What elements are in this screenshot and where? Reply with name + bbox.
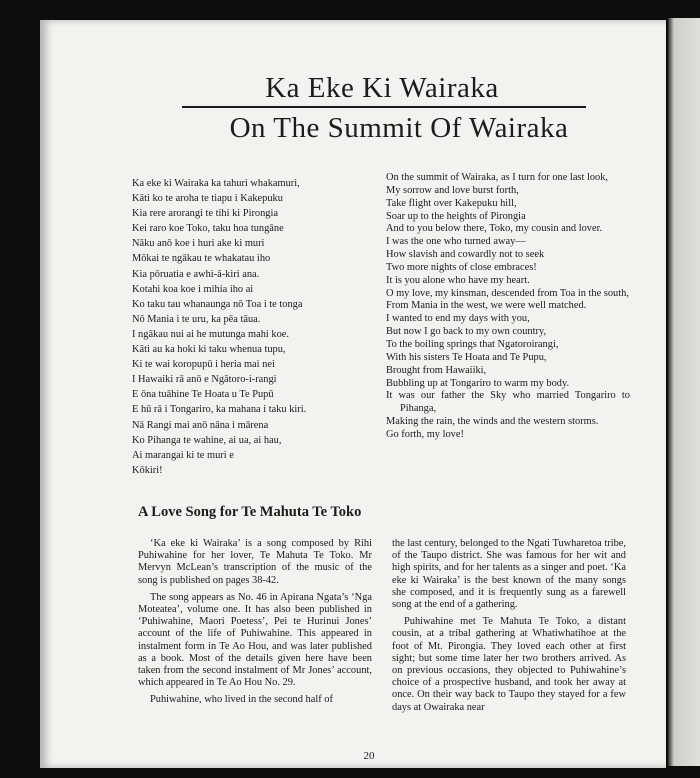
translation-line: How slavish and cowardly not to seek <box>386 249 545 261</box>
magazine-page <box>40 20 666 768</box>
translation-line: Soar up to the heights of Pirongia <box>386 210 526 222</box>
poem-line: Ki te wai koropupū i heria mai nei <box>132 359 275 371</box>
translation-line: Take flight over Kakepuku hill, <box>386 197 517 209</box>
poem-line: Nō Mania i te uru, ka pēa tāua. <box>132 313 261 325</box>
translation-line: Go forth, my love! <box>386 428 464 440</box>
poem-line: Ko taku tau whanaunga nō Toa i te tonga <box>132 298 303 310</box>
translation-line: Brought from Hawaiiki, <box>386 364 487 376</box>
poem-line: I ngākau nui ai he mutunga mahi koe. <box>132 328 289 340</box>
poem-line: Kia rere arorangi te tihi ki Pirongia <box>132 208 278 220</box>
article-paragraph: The song appears as No. 46 in Apirana Ngata’s ‘Nga Moteatea’, volume one. It has also been published in ‘Puhiwahine, Maori Poetess’, Pei te Hurinui Jones’ account of the life of Puhiwahine. This appeared in instalment form in Te Ao Hou, and was later published as a book. Most of the details given here have been taken from the second instalment of Mr Jones’ account, which appeared in Te Ao Hou No. 29. <box>138 591 372 689</box>
translation-line: Bubbling up at Tongariro to warm my body. <box>386 377 570 389</box>
article-paragraph: Puhiwahine, who lived in the second half of <box>150 694 333 706</box>
poem-line: Nā Rangi mai anō nāna i mārena <box>132 419 269 431</box>
title-rule <box>182 106 586 108</box>
article-paragraph: the last century, belonged to the Ngati Tuwharetoa tribe, of the Taupo district. She was famous for her wit and high spirits, and for her talents as a singer and poet. ‘Ka eke ki Wairaka’ is the best known of the many songs she composed, and it is frequently sung as a farewell song at the end of a gathering. <box>392 538 626 611</box>
poem-line: Mōkai te ngākau te whakatau iho <box>132 253 271 265</box>
translation-line: But now I go back to my own country, <box>386 326 547 338</box>
poem-line: Nāku anō koe i huri ake ki muri <box>132 238 265 250</box>
poem-line: E ōna tuāhine Te Hoata u Te Pupū <box>132 389 274 401</box>
poem-line: Ko Pihanga te wahine, ai ua, ai hau, <box>132 434 282 446</box>
page-number: 20 <box>363 750 375 762</box>
poem-line: I Hawaiki rā anō e Ngātoro-i-rangi <box>132 374 277 386</box>
article-column-right <box>392 538 626 714</box>
translation-line: To the boiling springs that Ngatoroirangi, <box>386 338 559 350</box>
translation-line: Making the rain, the winds and the western storms. <box>386 416 599 428</box>
poem-line: Kāti au ka hoki ki taku whenua tupu, <box>132 344 286 356</box>
translation-line: It is you alone who have my heart. <box>386 274 530 286</box>
translation-line: On the summit of Wairaka, as I turn for one last look, <box>386 172 609 183</box>
translation-line: Two more nights of close embraces! <box>386 261 537 273</box>
translation-line: I was the one who turned away— <box>386 236 526 248</box>
article-paragraph: ‘Ka eke ki Wairaka’ is a song composed by Rihi Puhiwahine for her lover, Te Mahuta Te Toko. Mr Mervyn McLean’s transcription of the music of the song is published on pages 38-42. <box>138 538 372 586</box>
translation-line: O my love, my kinsman, descended from Toa in the south, <box>386 287 629 299</box>
poem-line: E hū rā i Tongariro, ka mahana i taku kiri. <box>132 404 307 416</box>
poem-line: Kotahi koa koe i mihia iho ai <box>132 283 254 295</box>
translation-line: And to you below there, Toko, my cousin and lover. <box>386 223 603 235</box>
article-heading: A Love Song for Te Mahuta Te Toko <box>138 504 362 520</box>
translation-line: It was our father the Sky who married Tongariro to Pihanga, <box>386 390 630 415</box>
page-subtitle: On The Summit Of Wairaka <box>229 112 569 144</box>
poem-line: Kia pōruatia e awhi-ā-kiri ana. <box>132 268 260 280</box>
adjacent-page-edge <box>668 18 700 766</box>
poem-line: Ka eke ki Wairaka ka tahuri whakamuri, <box>132 178 300 189</box>
article-column-left <box>138 538 372 707</box>
translation-line: I wanted to end my days with you, <box>386 313 530 325</box>
poem-english-translation <box>386 172 630 442</box>
poem-line: Kōkiri! <box>132 464 163 476</box>
poem-maori-text <box>132 176 382 478</box>
article-paragraph: Puhiwahine met Te Mahuta Te Toko, a distant cousin, at a tribal gathering at Whatiwhatihoe at the foot of Mt. Pirongia. They loved each other at first sight; but some time later her two brothers arrived. As on previous occasions, they objected to Puhiwahine’s choice of a prospective husband, and took her away at once. On their way back to Taupo they stayed for a few days at Owairaka near <box>392 616 626 713</box>
poem-line: Kei raro koe Toko, taku hoa tungāne <box>132 223 284 235</box>
poem-line: Kāti ko te aroha te tiapu i Kakepuku <box>132 193 283 205</box>
translation-line: From Mania in the west, we were well matched. <box>386 300 587 312</box>
poem-line: Ai marangai ki te muri e <box>132 449 234 461</box>
translation-line: My sorrow and love burst forth, <box>386 184 519 196</box>
translation-line: With his sisters Te Hoata and Te Pupu, <box>386 351 547 363</box>
page-title: Ka Eke Ki Wairaka <box>265 72 499 104</box>
